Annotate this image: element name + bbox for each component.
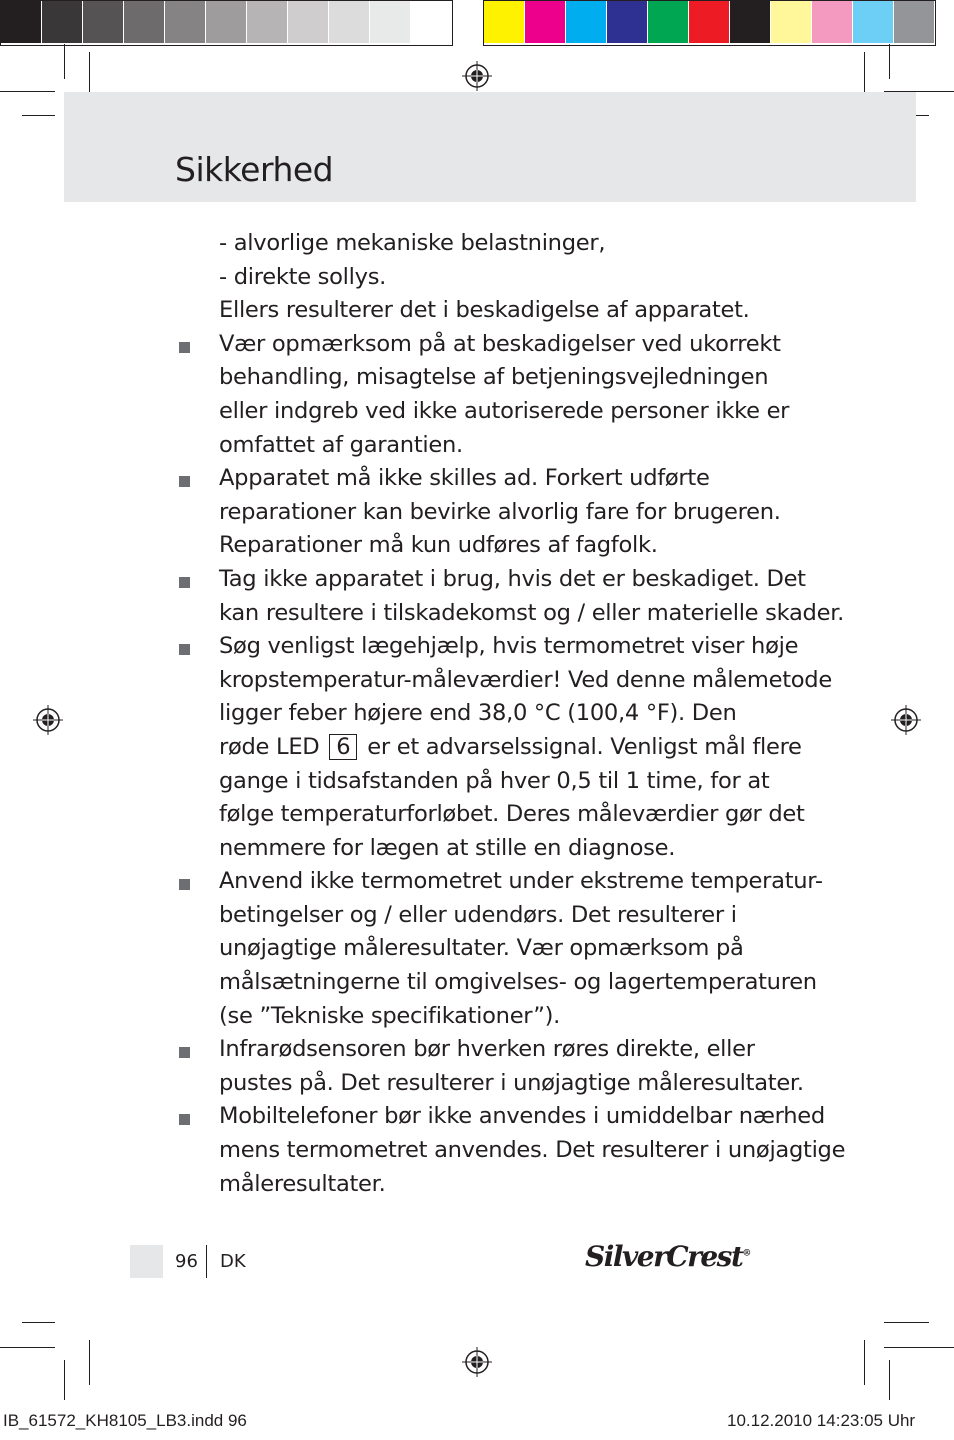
crop-mark — [884, 1347, 954, 1348]
crop-mark — [889, 44, 890, 79]
text-line — [175, 529, 795, 563]
text-line — [175, 1000, 795, 1034]
color-swatch — [411, 1, 452, 43]
color-swatch — [83, 1, 124, 43]
crop-mark — [89, 1340, 90, 1385]
line-text: måleresultater. — [219, 1170, 386, 1197]
color-swatch — [894, 1, 935, 43]
color-swatch — [288, 1, 329, 43]
line-text: betingelser og / eller udendørs. Det resulterer i — [219, 901, 737, 928]
page-tab-marker — [130, 1245, 163, 1278]
line-text: er et advarselssignal. Venligst mål flere — [367, 733, 802, 760]
text-line — [175, 429, 795, 463]
text-line — [175, 966, 817, 1000]
color-swatch — [124, 1, 165, 43]
text-line — [175, 361, 795, 395]
text-line — [175, 395, 795, 429]
line-text: følge temperaturforløbet. Deres måleværdier gør det — [219, 801, 805, 828]
page-number: 96 — [175, 1251, 198, 1272]
line-text: - direkte sollys. — [219, 263, 387, 290]
safety-instructions — [175, 227, 846, 1201]
color-swatch — [648, 1, 689, 43]
text-line — [175, 1134, 846, 1168]
slug-filename: IB_61572_KH8105_LB3.indd 96 — [3, 1411, 247, 1430]
line-text: målsætningerne til omgivelses- og lagertemperaturen — [219, 969, 817, 996]
line-text: pustes på. Det resulterer i unøjagtige måleresultater. — [219, 1069, 804, 1096]
line-text: Apparatet må ikke skilles ad. Forkert udførte — [219, 465, 710, 492]
crop-mark — [0, 91, 55, 92]
line-text: kropstemperatur-måleværdier! Ved denne målemetode — [219, 666, 832, 693]
language-code: DK — [220, 1251, 246, 1272]
text-line — [175, 496, 795, 530]
color-swatch — [730, 1, 771, 43]
line-text: Reparationer må kun udføres af fagfolk. — [219, 532, 658, 559]
bullet-item-line — [175, 865, 823, 899]
brand-name: SilverCrest — [585, 1240, 743, 1273]
color-swatch — [525, 1, 566, 43]
line-text: unøjagtige måleresultater. Vær opmærksom på — [219, 935, 744, 962]
bullet-item-line — [175, 630, 799, 664]
line-text: - alvorlige mekaniske belastninger, — [219, 230, 606, 256]
line-text: røde LED — [219, 733, 320, 760]
crop-mark — [22, 115, 55, 116]
crop-mark — [0, 1347, 55, 1348]
text-line — [175, 1067, 804, 1101]
line-text: ligger feber højere end 38,0 °C (100,4 °F). Den — [219, 700, 737, 727]
line-text: Infrarødsensoren bør hverken røres direkte, eller — [219, 1036, 755, 1063]
grayscale-color-bar — [0, 0, 453, 46]
line-text: Søg venligst lægehjælp, hvis termometret viser høje — [219, 633, 799, 660]
text-line — [175, 664, 832, 698]
registered-mark: ® — [742, 1248, 752, 1259]
color-swatch — [689, 1, 730, 43]
color-swatch — [247, 1, 288, 43]
registration-mark-icon — [891, 705, 921, 735]
text-line — [175, 832, 795, 866]
bullet-item-line — [175, 1100, 825, 1134]
square-bullet-icon — [179, 577, 190, 588]
crop-mark — [22, 1322, 55, 1323]
process-color-bar — [483, 0, 936, 46]
registration-mark-icon — [462, 61, 492, 91]
square-bullet-icon — [179, 644, 190, 655]
color-swatch — [329, 1, 370, 43]
square-bullet-icon — [179, 1047, 190, 1058]
line-text: Ellers resulterer det i beskadigelse af apparatet. — [219, 297, 750, 324]
color-swatch — [853, 1, 894, 43]
footer-divider — [206, 1245, 207, 1278]
square-bullet-icon — [179, 476, 190, 487]
bullet-item-line — [175, 462, 795, 496]
line-text: mens termometret anvendes. Det resulterer i unøjagtige — [219, 1137, 846, 1164]
square-bullet-icon — [179, 1114, 190, 1125]
text-line — [175, 597, 844, 631]
line-text: Tag ikke apparatet i brug, hvis det er beskadiget. Det — [219, 565, 806, 592]
color-swatch — [607, 1, 648, 43]
color-swatch — [42, 1, 83, 43]
square-bullet-icon — [179, 879, 190, 890]
text-line — [175, 261, 795, 295]
brand-logo — [585, 1240, 751, 1273]
crop-mark — [864, 1340, 865, 1385]
line-text: behandling, misagtelse af betjeningsvejledningen — [219, 364, 769, 391]
line-text: Mobiltelefoner bør ikke anvendes i umiddelbar nærhed — [219, 1103, 825, 1130]
color-swatch — [165, 1, 206, 43]
line-text: kan resultere i tilskadekomst og / eller materielle skader. — [219, 599, 844, 626]
text-line — [175, 899, 795, 933]
color-swatch — [206, 1, 247, 43]
registration-mark-icon — [33, 705, 63, 735]
text-line — [175, 731, 802, 765]
color-swatch — [566, 1, 607, 43]
text-line — [175, 1168, 795, 1202]
color-swatch — [771, 1, 812, 43]
line-text: Vær opmærksom på at beskadigelser ved ukorrekt — [219, 330, 781, 357]
line-text: omfattet af garantien. — [219, 431, 463, 458]
line-text: reparationer kan bevirke alvorlig fare for brugeren. — [219, 498, 781, 525]
color-swatch — [812, 1, 853, 43]
text-line — [175, 294, 795, 328]
registration-mark-icon — [462, 1347, 492, 1377]
line-text: eller indgreb ved ikke autoriserede personer ikke er — [219, 397, 790, 424]
slug-timestamp: 10.12.2010 14:23:05 Uhr — [727, 1411, 916, 1430]
crop-mark — [884, 1322, 929, 1323]
bullet-item-line — [175, 1033, 795, 1067]
line-text: (se ”Tekniske specifikationer”). — [219, 1002, 561, 1029]
text-line — [175, 227, 795, 261]
color-swatch — [370, 1, 411, 43]
text-line — [175, 765, 795, 799]
line-text: Anvend ikke termometret under ekstreme temperatur- — [219, 868, 823, 895]
bullet-item-line — [175, 563, 806, 597]
text-line — [175, 798, 805, 832]
line-text: gange i tidsafstanden på hver 0,5 til 1 time, for at — [219, 767, 770, 794]
square-bullet-icon — [179, 342, 190, 353]
crop-mark — [889, 1360, 890, 1400]
color-swatch — [484, 1, 525, 43]
crop-mark — [64, 1360, 65, 1400]
text-line — [175, 697, 795, 731]
text-line — [175, 932, 795, 966]
reference-number-box: 6 — [329, 734, 357, 760]
bullet-item-line — [175, 328, 795, 362]
crop-mark — [64, 44, 65, 79]
line-text: nemmere for lægen at stille en diagnose. — [219, 834, 676, 861]
page-title: Sikkerhed — [175, 150, 334, 189]
color-swatch — [1, 1, 42, 43]
